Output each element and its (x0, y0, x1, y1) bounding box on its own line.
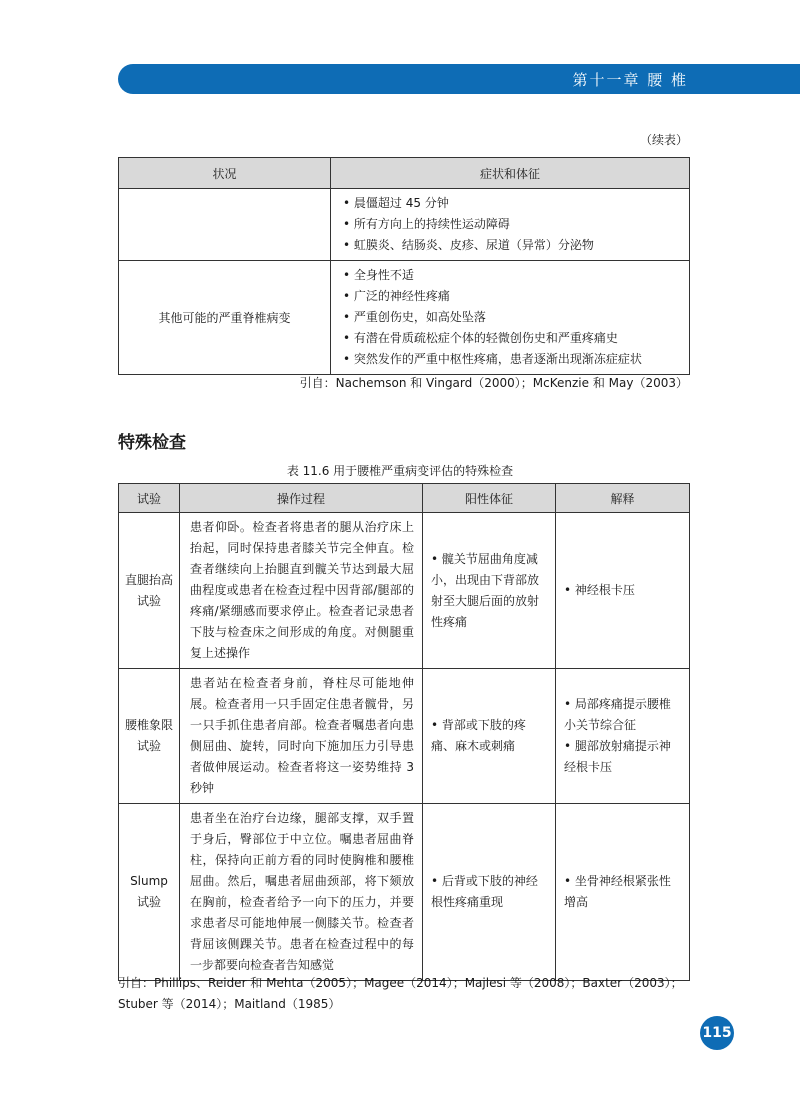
test-name-cell: 腰椎象限试验 (119, 669, 180, 804)
header-condition: 状况 (119, 158, 331, 189)
sign-item: • 全身性不适 (343, 265, 679, 286)
positive-item: • 背部或下肢的疼痛、麻木或刺痛 (431, 715, 547, 757)
header-procedure: 操作过程 (180, 484, 423, 513)
positive-item: • 后背或下肢的神经根性疼痛重现 (431, 871, 547, 913)
sign-item: • 广泛的神经性疼痛 (343, 286, 679, 307)
signs-cell (331, 189, 690, 261)
condition-cell (119, 189, 331, 261)
header-test: 试验 (119, 484, 180, 513)
table-row (119, 804, 690, 981)
header-signs: 症状和体征 (331, 158, 690, 189)
header-interpretation: 解释 (556, 484, 690, 513)
positive-cell (423, 513, 556, 669)
sign-item: • 有潜在骨质疏松症个体的轻微创伤史和严重疼痛史 (343, 328, 679, 349)
chapter-title: 第十一章 腰 椎 (572, 71, 688, 89)
sign-item: • 晨僵超过 45 分钟 (343, 193, 679, 214)
procedure-cell: 患者坐在治疗台边缘，腿部支撑，双手置于身后，臀部位于中立位。嘱患者屈曲脊柱，保持向正前方看的同时使胸椎和腰椎屈曲。然后，嘱患者屈曲颈部，将下颏放在胸前，检查者给予一向下的压力，并要求患者尽可能地伸展一侧膝关节。检查者背屈该侧踝关节。患者在检查过程中的每一步都要向检查者告知感觉 (180, 804, 423, 981)
table-continued-label: （续表） (640, 133, 689, 147)
procedure-cell: 患者仰卧。检查者将患者的腿从治疗床上抬起，同时保持患者膝关节完全伸直。检查者继续向上抬腿直到髋关节达到最大屈曲程度或患者在检查过程中因背部/腿部的疼痛/紧绷感而要求停止。检查者记录患者下肢与检查床之间形成的角度。对侧腿重复上述操作 (180, 513, 423, 669)
table2-caption: 表 11.6 用于腰椎严重病变评估的特殊检查 (286, 464, 514, 478)
conditions-table (118, 157, 690, 375)
positive-cell (423, 669, 556, 804)
page-number: 115 (700, 1016, 734, 1050)
table-row (119, 513, 690, 669)
table-row (119, 669, 690, 804)
table-header-row (119, 158, 690, 189)
interpretation-cell (556, 669, 690, 804)
sign-item: • 突然发作的严重中枢性疼痛，患者逐渐出现渐冻症症状 (343, 349, 679, 370)
signs-cell (331, 261, 690, 375)
section-title: 特殊检查 (118, 433, 186, 453)
sign-item: • 所有方向上的持续性运动障碍 (343, 214, 679, 235)
special-tests-table (118, 483, 690, 981)
condition-cell: 其他可能的严重脊椎病变 (119, 261, 331, 375)
interpretation-item: • 坐骨神经根紧张性增高 (564, 871, 681, 913)
interpretation-cell (556, 804, 690, 981)
table-row (119, 189, 690, 261)
procedure-cell: 患者站在检查者身前，脊柱尽可能地伸展。检查者用一只手固定住患者髋骨，另一只手抓住患者肩部。检查者嘱患者向患侧屈曲、旋转，同时向下施加压力引导患者做伸展运动。检查者将这一姿势维持 3 秒钟 (180, 669, 423, 804)
positive-item: • 髋关节屈曲角度减小，出现由下背部放射至大腿后面的放射性疼痛 (431, 549, 547, 633)
table-row (119, 261, 690, 375)
test-name-cell: Slump 试验 (119, 804, 180, 981)
interpretation-item: • 局部疼痛提示腰椎小关节综合征 (564, 694, 681, 736)
sign-item: • 虹膜炎、结肠炎、皮疹、尿道（异常）分泌物 (343, 235, 679, 256)
interpretation-item: • 腿部放射痛提示神经根卡压 (564, 736, 681, 778)
test-name-cell: 直腿抬高试验 (119, 513, 180, 669)
chapter-header-bar (118, 64, 800, 94)
table2-source: 引自：Phillips、Reider 和 Mehta（2005）；Magee（2014）；Majlesi 等（2008）；Baxter（2003）；Stuber 等（2014）；Maitland（1985） (118, 976, 683, 1011)
interpretation-item: • 神经根卡压 (564, 580, 681, 601)
sign-item: • 严重创伤史，如高处坠落 (343, 307, 679, 328)
table-header-row (119, 484, 690, 513)
table1-source: 引自：Nachemson 和 Vingard（2000）；McKenzie 和 May（2003） (299, 376, 688, 390)
positive-cell (423, 804, 556, 981)
header-positive: 阳性体征 (423, 484, 556, 513)
interpretation-cell (556, 513, 690, 669)
